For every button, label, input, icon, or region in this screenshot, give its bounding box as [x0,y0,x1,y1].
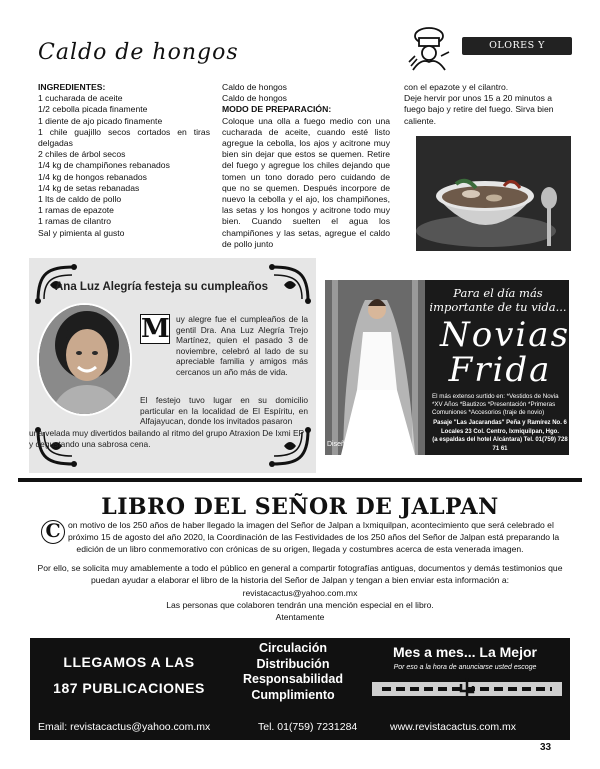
libro-note: Las personas que colaboren tendrán una mención especial en el libro. [166,600,434,610]
page-number: 33 [540,742,552,753]
ingredient-item: 1/4 kg de setas rebanadas [38,182,140,193]
birthday-title: Ana Luz Alegría festeja su cumpleaños [55,281,269,293]
libro-para1-line1: on motivo de los 250 años de haber llegado la imagen del Señor de Jalpan a Ixmiquilpan, acontecimiento que será celebrado el [68,520,554,530]
ad-service-item: *Presentación [487,401,527,408]
recipe-title: Caldo de hongos [38,40,239,65]
libro-dropcap: C [41,520,65,544]
cactus-logo-icon [372,678,562,700]
ad-service-item: *XV Años [432,401,459,408]
birthday-para2b: una velada muy divertidos bailando al ritmo del grupo Atraxion De Ixmi EP y degustando una sabrosa cena. [29,428,304,449]
birthday-text-b [140,395,308,427]
ingredient-item: 1/2 cebolla picada finamente [38,104,148,115]
birthday-text-a [176,314,308,377]
libro-email[interactable]: revistacactus@yahoo.com.mx [242,588,358,598]
soup-photo [416,136,571,251]
ad-service-item: *Accesorios (traje de novio) [468,409,545,416]
bride-photo [325,280,425,455]
footer-right-sub: Por eso a la hora de anunciarse usted escoge [393,664,537,671]
ingredient-item: 1 ramas de epazote [38,205,114,216]
ad-services [432,393,568,417]
footer-middle [228,641,358,703]
footer-line1: LLEGAMOS A LAS [63,654,195,670]
col2-line: Caldo de hongos [222,82,287,92]
ingredient-item: 1 ramas de cilantro [38,216,112,227]
footer-email[interactable]: Email: revistacactus@yahoo.com.mx [38,721,211,733]
prep-cont: con el epazote y el cilantro. [404,82,509,92]
ingredient-item: 1 lts de caldo de pollo [38,194,122,205]
ad-caption: Diseños a tu medida [327,441,391,448]
bride-image [325,280,425,455]
ad-address-line [430,436,570,453]
ingredient-item: 1/4 kg de champiñones rebanados [38,160,170,171]
ingredient-item: 1 cucharada de aceite [38,93,123,104]
birthday-para1: uy alegre fue el cumpleaños de la gentil Dra. Ana Luz Alegría Trejo Martínez, quien el pasado 3 de noviembre, celebró al lado de su apreciable familia y amigos más cercanos un año más de vida. [176,314,308,377]
portrait-image [39,305,132,416]
ad-service-item: *Bautizos [459,401,487,408]
libro-para2-line2: puedan ayudar a elaborar el libro de la historia del Señor de Jalpan y tengan a bien enviar esta información a: [90,575,510,585]
footer-web[interactable]: www.revistacactus.com.mx [390,721,517,733]
ad-address [430,419,570,453]
footer-phone[interactable]: Tel. 01(759) 7231284 [258,721,358,733]
prep-heading: MODO DE PREPARACIÓN: [222,104,332,115]
preparation-column [222,82,390,250]
footer-middle-item: Responsabilidad [242,672,344,686]
ad-brand-1: Novias [440,315,571,355]
ad-tagline: Para el día más importante de tu vida... [429,286,567,314]
birthday-dropcap: M [141,314,170,344]
ad-services-intro: El más extenso surtido en: [432,393,505,400]
birthday-para2a: El festejo tuvo lugar en su domicilio particular en la localidad de El Espíritu, en Alfajayucan, donde los invitados pasaron [140,395,308,426]
ad-address-line: Locales 23 Col. Centro, Ixmiquilpan, Hgo. [440,428,560,435]
ingredients-column [38,82,210,239]
ingredient-item: Sal y pimienta al gusto [38,227,125,238]
preparation-continued [404,82,572,127]
soup-bowl-image [416,136,571,251]
footer-right-title: Mes a mes... La Mejor [393,644,537,660]
libro-para2-line1: Por ello, se solicita muy amablemente a todo el público en general a compartir fotografías antiguas, documentos y demás testimonios que [37,563,563,573]
ingredient-item: 1/4 kg de hongos rebanados [38,171,147,182]
ingredient-item: 1 chile guajillo secos cortados en tiras delgadas [38,126,210,149]
libro-closing: Atentamente [275,612,325,622]
portrait-photo [37,303,132,416]
ingredients-heading: INGREDIENTES: [38,82,106,92]
footer-middle-item: Circulación [258,641,328,655]
prep-text: Coloque una olla a fuego medio con una cucharada de aceite, cuando esté listo agregue la cebolla, los ajos y acitrone muy bien sin dejar que estos se quemen. Retire del fuego y agregue los chiles dejando que tomen un tono dorado pero cuidando de que no se quemen. Después incorpore de nuevo la cebolla y el ajo, los champiñones, las setas y los hongos y acitrone todo muy bien. Cuando suelten el agua los champiñones y las setas, agregue el caldo de pollo junto [222,115,390,249]
col2-line: Caldo de hongos [222,93,287,104]
section-divider [18,478,582,482]
footer-middle-item: Cumplimiento [251,687,335,702]
section-tag: OLORES Y SABORES [462,37,572,55]
birthday-text-c [29,428,309,449]
prep-cont: Deje hervir por unos 15 a 20 minutos a fuego bajo y retire del fuego. Sirva bien caliente. [404,93,554,126]
footer-line2: 187 PUBLICACIONES [53,680,205,696]
ad-address-ref: (a espaldas del hotel Alcántara) [432,437,523,443]
ad-brand-2: Frida [448,350,552,390]
ad-service-item: *Primeras Comuniones [432,401,556,416]
ingredient-item: 2 chiles de árbol secos [38,149,126,160]
libro-para1-line2: próximo 15 de agosto del año 2020, la Coordinación de las Festividades de los 250 años del Señor de Jalpan está preparando la [68,532,560,542]
chef-icon [405,26,453,76]
libro-para1-line3: edición de un libro conmemorativo con crónicas de su origen, llegada y costumbres acerca de esta venerada imagen. [76,544,524,554]
ingredient-item: 1 diente de ajo picado finamente [38,115,163,126]
ad-service-item: *Vestidos de Novia [506,393,559,400]
footer-middle-item: Distribución [256,656,330,671]
ad-address-line: Pasaje "Las Jacarandas" Peña y Ramírez No. 6 [433,420,567,426]
libro-title: LIBRO DEL SEÑOR DE JALPAN [101,494,499,520]
ad-phone: Tel. 01(759) 728 71 61 [492,437,568,452]
